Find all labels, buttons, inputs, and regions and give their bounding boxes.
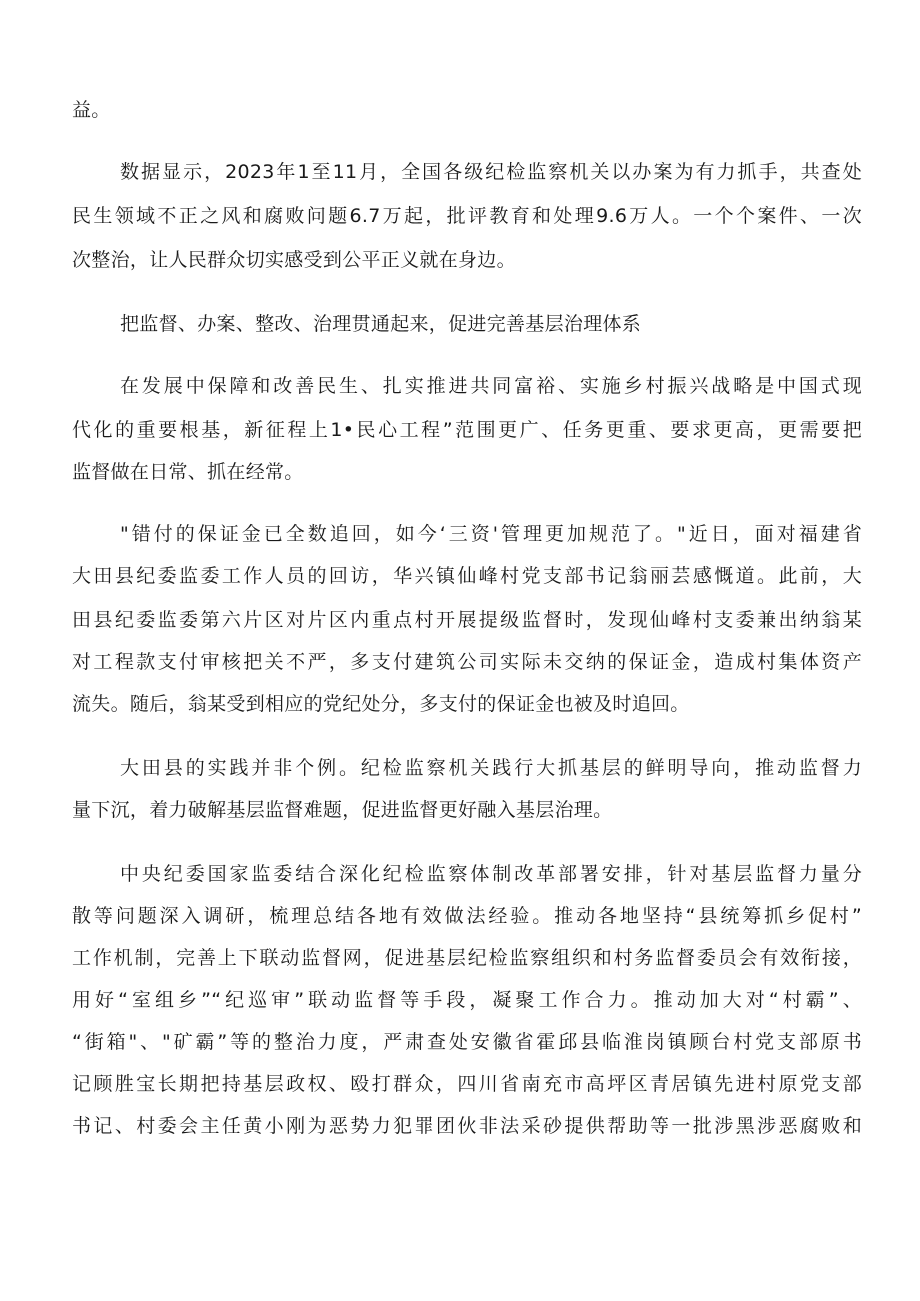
text-line: 数据显示，2023年1至11月，全国各级纪检监察机关以办案为有力抓手，共查处 <box>120 161 862 183</box>
text-line: 书记、村委会主任黄小刚为恶势力犯罪团伙非法采砂提供帮助等一批涉黑涉恶腐败和 <box>72 1115 862 1137</box>
text-line: "错付的保证金已全数追回，如今‘三资'管理更加规范了。"近日，面对福建省 <box>120 523 862 545</box>
text-line: 民生领域不正之风和腐败问题6.7万起，批评教育和处理9.6万人。一个个案件、一次 <box>72 205 862 227</box>
text-line: 代化的重要根基，新征程上1•民心工程”范围更广、任务更重、要求更高，更需要把 <box>72 419 862 441</box>
text-line: 流失。随后，翁某受到相应的党纪处分，多支付的保证金也被及时追回。 <box>72 693 690 715</box>
text-line: “街箱"、"矿霸”等的整治力度，严肃查处安徽省霍邱县临淮岗镇顾台村党支部原书 <box>72 1031 862 1053</box>
text-line: 次整治，让人民群众切实感受到公平正义就在身边。 <box>72 249 516 271</box>
text-line: 工作机制，完善上下联动监督网，促进基层纪检监察组织和村务监督委员会有效衔接， <box>72 947 862 969</box>
text-line: 散等问题深入调研，梳理总结各地有效做法经验。推动各地坚持“县统筹抓乡促村” <box>72 905 862 927</box>
text-line: 益。 <box>72 99 111 121</box>
text-line: 量下沉，着力破解基层监督难题，促进监督更好融入基层治理。 <box>72 799 613 821</box>
text-line: 对工程款支付审核把关不严，多支付建筑公司实际未交纳的保证金，造成村集体资产 <box>72 651 862 673</box>
text-line: 在发展中保障和改善民生、扎实推进共同富裕、实施乡村振兴战略是中国式现 <box>120 375 862 397</box>
text-line: 大田县的实践并非个例。纪检监察机关践行大抓基层的鲜明导向，推动监督力 <box>120 757 862 779</box>
text-line: 中央纪委国家监委结合深化纪检监察体制改革部署安排，针对基层监督力量分 <box>120 863 862 885</box>
text-line: 记顾胜宝长期把持基层政权、殴打群众，四川省南充市高坪区青居镇先进村原党支部 <box>72 1073 862 1095</box>
text-line: 用好“室组乡”“纪巡审”联动监督等手段，凝聚工作合力。推动加大对“村霸”、 <box>72 989 862 1011</box>
text-line: 田县纪委监委第六片区对片区内重点村开展提级监督时，发现仙峰村支委兼出纳翁某 <box>72 609 862 631</box>
text-line: 监督做在日常、抓在经常。 <box>72 461 304 483</box>
section-heading: 把监督、办案、整改、治理贯通起来，促进完善基层治理体系 <box>120 313 642 335</box>
text-line: 大田县纪委监委工作人员的回访，华兴镇仙峰村党支部书记翁丽芸感慨道。此前，大 <box>72 565 862 587</box>
